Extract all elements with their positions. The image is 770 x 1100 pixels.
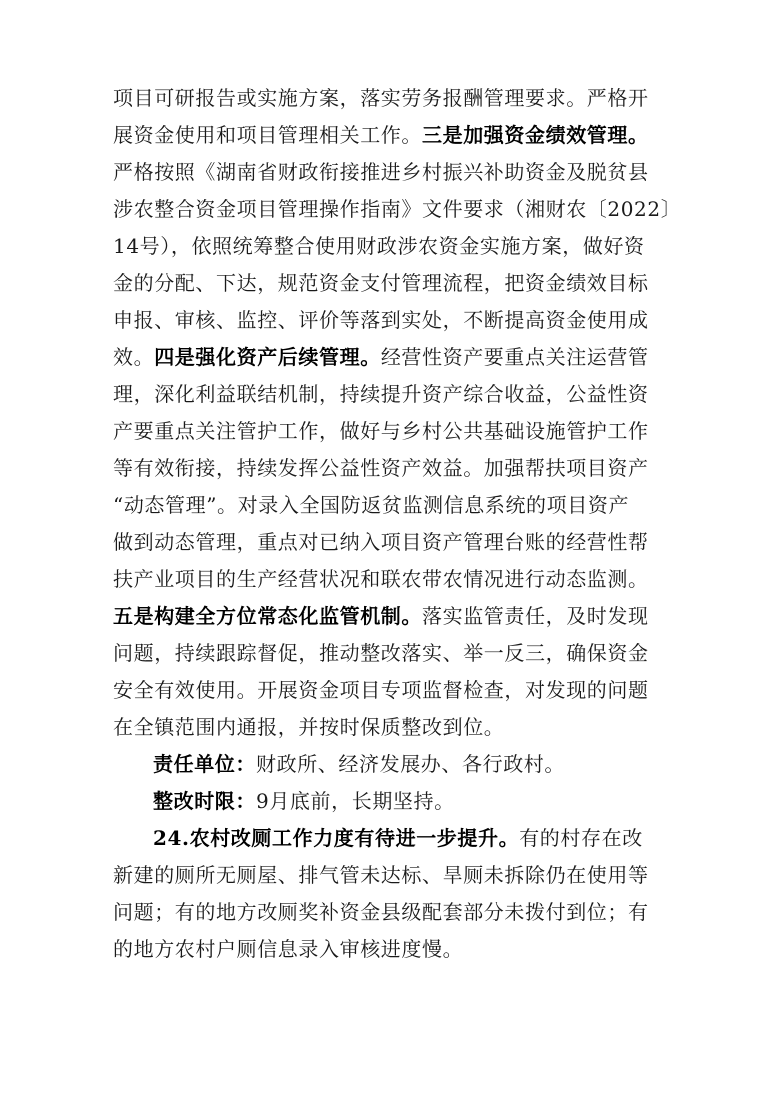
text-line	[113, 228, 663, 265]
text-line	[113, 80, 663, 117]
responsible-unit-label: 责任单位：	[153, 752, 256, 776]
bold-heading-3: 三是加强资金绩效管理。	[422, 123, 649, 147]
body-text: 扶产业项目的生产经营状况和联农带农情况进行动态监测。	[113, 567, 649, 591]
text-line	[113, 339, 663, 376]
text-line	[113, 191, 682, 228]
body-text: 问题；有的地方改厕奖补资金县级配套部分未拨付到位；有	[113, 900, 649, 924]
body-text: 新建的厕所无厕屋、排气管未达标、旱厕未拆除仍在使用等	[113, 863, 649, 887]
text-line	[113, 857, 663, 894]
body-text: 问题，持续跟踪督促，推动整改落实、举一反三，确保资金	[113, 641, 649, 665]
responsible-unit-line	[113, 746, 663, 783]
text-line	[113, 154, 663, 191]
body-text: 效。	[113, 345, 155, 369]
text-line	[113, 265, 663, 302]
body-text: 产要重点关注管护工作，做好与乡村公共基础设施管护工作	[113, 419, 649, 443]
text-line	[113, 894, 663, 931]
body-text: “动态管理”。对录入全国防返贫监测信息系统的项目资产	[113, 493, 630, 517]
text-line	[113, 598, 663, 635]
body-text: 金的分配、下达，规范资金支付管理流程，把资金绩效目标	[113, 271, 649, 295]
body-text: 在全镇范围内通报，并按时保质整改到位。	[113, 715, 505, 739]
body-text: 申报、审核、监控、评价等落到实处，不断提高资金使用成	[113, 308, 649, 332]
body-text: 项目可研报告或实施方案，落实劳务报酬管理要求。严格开	[113, 86, 649, 110]
body-text: 理，深化利益联结机制，持续提升资产综合收益，公益性资	[113, 382, 649, 406]
body-text: 展资金使用和项目管理相关工作。	[113, 123, 422, 147]
body-text: 等有效衔接，持续发挥公益性资产效益。加强帮扶项目资产	[113, 456, 649, 480]
deadline-label: 整改时限：	[153, 789, 256, 813]
text-line	[113, 672, 663, 709]
text-line	[113, 413, 663, 450]
deadline-value: 9月底前，长期坚持。	[256, 789, 455, 813]
body-text: 经营性资产要重点关注运营管	[380, 345, 649, 369]
text-line	[113, 709, 663, 746]
body-text: 有的村存在改	[519, 826, 643, 850]
text-line	[113, 931, 663, 968]
text-line	[113, 302, 663, 339]
text-line	[113, 524, 663, 561]
item-24-title: 24.农村改厕工作力度有待进一步提升。	[153, 826, 520, 850]
text-line	[113, 487, 663, 524]
text-line	[113, 376, 663, 413]
text-line	[113, 561, 663, 598]
body-text: 14号），依照统筹整合使用财政涉农资金实施方案，做好资	[113, 234, 645, 258]
body-text: 严格按照《湖南省财政衔接推进乡村振兴补助资金及脱贫县	[113, 160, 649, 184]
bold-heading-5: 五是构建全方位常态化监管机制。	[113, 604, 422, 628]
item-24-title-line	[113, 820, 663, 857]
text-line	[113, 117, 663, 154]
text-line	[113, 450, 663, 487]
body-text: 落实监管责任，及时发现	[422, 604, 649, 628]
responsible-unit-value: 财政所、经济发展办、各行政村。	[256, 752, 565, 776]
body-text: 做到动态管理，重点对已纳入项目资产管理台账的经营性帮	[113, 530, 649, 554]
body-text: 安全有效使用。开展资金项目专项监督检查，对发现的问题	[113, 678, 649, 702]
deadline-line	[113, 783, 663, 820]
document-body	[113, 80, 682, 968]
bold-heading-4: 四是强化资产后续管理。	[154, 345, 381, 369]
body-text: 的地方农村户厕信息录入审核进度慢。	[113, 937, 464, 961]
text-line	[113, 635, 663, 672]
body-text: 涉农整合资金项目管理操作指南》文件要求（湘财农〔2022〕	[113, 197, 682, 221]
